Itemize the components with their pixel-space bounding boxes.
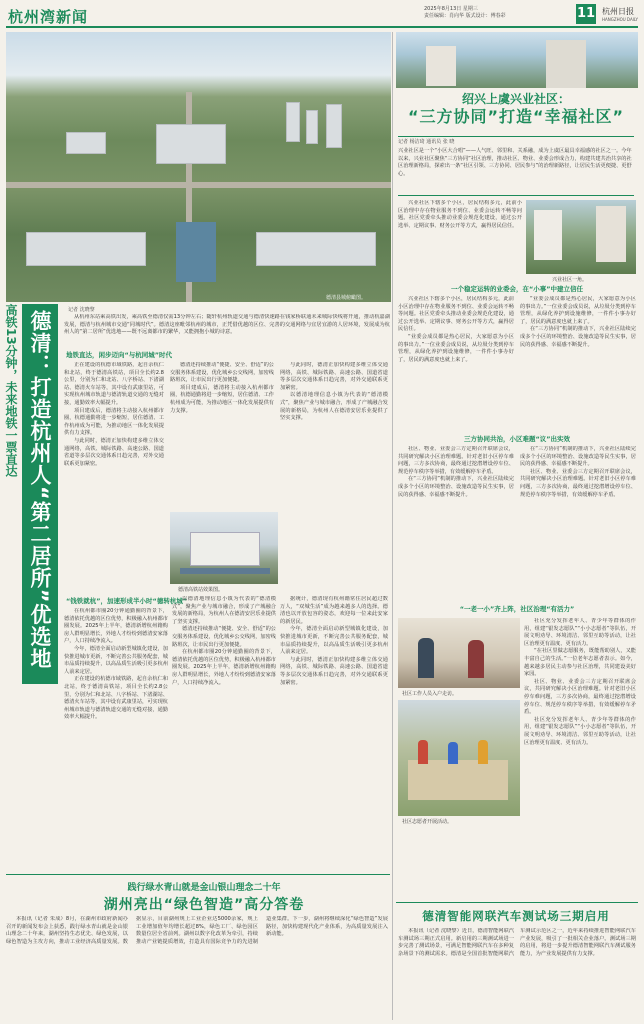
column-divider (392, 32, 393, 1020)
activity-photo (398, 700, 520, 816)
byline: 记者 沈晓黎 (68, 307, 95, 313)
text-column (170, 362, 274, 506)
paragraph: 今年，德清全面启动新型城镇化建设，加快推进城市更新，不断完善公共服务配套，城市品质持续提升，以高品质生活吸引更多杭州人前来定居。 (280, 626, 388, 656)
article-body (6, 916, 388, 1020)
divider (6, 874, 390, 875)
paragraph: “业委会成员都是热心居民，大家愿意为小区的事出力。”一位业委会成员说，从垃圾分类到停车管理，从绿化养护到设施维修，一件件小事办好了，居民的满意度也就上来了。 (520, 296, 636, 325)
article-kicker: 践行绿水青山就是金山银山理念二十年 (127, 883, 281, 893)
paper-name-en: HANGZHOU DAILY (602, 17, 638, 22)
section-heading: “一老一小”齐上阵，社区治理“有活力” (459, 605, 575, 613)
text-column (280, 362, 388, 506)
article-title-text: 德清：打造杭州人“第二居所”优选地 (28, 310, 52, 670)
photo-caption: 德清县城俯瞰图。 (326, 295, 367, 301)
date-line (424, 6, 506, 20)
paragraph: 兴业社区下辖多个小区，居民结构多元，此前小区治理中存在物业服务不到位、业委会运转不畅等问题。社区党委牵头推动业委会规范化建设，通过公开选举、定期议事、财务公开等方式，赢得居民信任。 (398, 296, 514, 333)
editor-text: 责任编辑：肖向华 版式设计：傅春彩 (424, 13, 506, 19)
paper-name: 杭州日报 (602, 7, 634, 16)
text-column (64, 362, 164, 590)
text-column (524, 618, 636, 898)
paragraph: 项目建成后，德清将主动接入杭州都市圈，杭德通勤将进一步缩短，居住德清、工作杭州成为可能，为推动地区一体化发展提供有力支撑。 (170, 384, 274, 414)
text-column (398, 446, 514, 596)
article-title: “三方协同”打造“幸福社区” (407, 107, 625, 126)
text-column (280, 596, 388, 870)
text-column (520, 446, 636, 596)
paragraph: 在杭州都市圈20分钟通勤圈的背景下，德清依托优越的区位优势，积极融入杭州都市圈发展。2025年上半年，德清新增杭州籍购房人群明显增长，外地人才纷纷到德清安家落户，人口持续净流入。 (172, 649, 276, 686)
article-title (22, 304, 58, 684)
paragraph: 据统计，德清现有杭州籍常住居民超过数万人，“双城生活”成为越来越多人的选择。德清也以开放包容的姿态，欢迎每一位来此安家的新居民。 (280, 596, 388, 625)
paragraph: 社区、物业、业委会三方定期召开联席会议，共同研究解决小区治理难题。针对老旧小区停车难问题，三方多次协商，最终通过挖潜增设停车位、规范停车秩序等举措，有效缓解停车矛盾。 (524, 678, 636, 716)
byline: 本报讯（记者 沈晓黎） (408, 928, 462, 934)
masthead (6, 4, 638, 28)
text-column (520, 296, 636, 424)
photo-caption: 兴业社区一角。 (552, 277, 588, 283)
section-heading: 一个稳定运转的业委会，在“小事”中建立信任 (450, 285, 584, 293)
section-heading: 三方协同共治，小区难题“议”出实效 (463, 435, 571, 443)
station-photo (170, 512, 278, 584)
article-body (398, 928, 636, 1020)
paragraph: “业委会成员都是热心居民，大家愿意为小区的事出力。”一位业委会成员说，从垃圾分类到停车管理，从绿化养护到设施维修，一件件小事办好了，居民的满意度也就上来了。 (398, 333, 514, 363)
paragraph: “在社区里做志愿服务，既能帮助别人，又能丰富自己的生活。”一位老年志愿者表示。如今，越来越多居民主动参与社区治理，共同建设美好家园。 (524, 648, 636, 678)
photo-caption: 社区工作人员入户走访。 (402, 691, 458, 697)
paragraph: 项目建成后，德清将主动接入杭州都市圈，杭德通勤将进一步缩短，居住德清、工作杭州成为可能，为推动地区一体化发展提供有力支撑。 (64, 407, 164, 437)
paragraph: 在杭州都市圈20分钟通勤圈的背景下，德清依托优越的区位优势，积极融入杭州都市圈发展。2025年上半年，德清新增杭州籍购房人群明显增长，外地人才纷纷到德清安家落户，人口持续净流入。 (64, 608, 168, 645)
paragraph: 正在建设的杭德市域铁路，起自余杭仁和北站，终于德清高铁站，项目全长约2.8公里，分别为仁和北站、八字桥站、下渚湖站、德清火车站等，其中设有武康里站，可实现杭州城市轨道与德清轨道交通的无缝对接，通勤效率大幅提升。 (64, 676, 168, 721)
paragraph: 近日，德清智能网联汽车测试场三期正式启用。新启用的三期测试场进一步完善了测试场景，可满足智能网联汽车在多种复杂场景下的测试需求。德清是全国首批智能网联汽车测试示范区之一，近年来持续推进智能网联汽车产业发展，吸引了一批相关企业落户。测试场三期的启用，将进一步提升德清智能网联汽车测试服务能力，为产业发展提供有力支撑。 (398, 928, 636, 957)
page-number: 11 (576, 4, 596, 24)
paragraph: 在“三方协同”机制的推动下，兴业社区陆续完成多个小区的环境整治、设施改造等民生实事，居民的获得感、幸福感不断提升。 (398, 476, 514, 498)
article-kicker: 绍兴上虞兴业社区： (461, 92, 570, 106)
paragraph: 以德清地理信息小镇为代表的“德清模式”，聚焦产业与城市融合，形成了产城融合发展的新格局，为杭州人在德清安居乐业提供了坚实支撑。 (172, 596, 276, 625)
text-column (398, 296, 514, 424)
divider (396, 902, 638, 903)
article-subtitle: 高铁13分钟，未来地铁一票直达 (4, 304, 18, 477)
date-text: 2025年8月13日 星期三 (424, 6, 478, 12)
intro-paragraph: 从杭州东站乘高铁出发，乘高铁至德清仅需13分钟左右；随轩杭州轨道交通与德清快速路在钱家桥联通未来城际快线将开通，推动杭嘉湖发展，德清与杭州城市交通“同城时代”。德清这座毗邻杭州的城市，正凭借优越的区位、完善的交通网络与宜居宜游的人居环境，发展成为杭州人的“第二居所”优选地——既不远离都市的繁华，又能拥抱小城的诗意。 (64, 314, 390, 336)
section-name: 杭州湾新闻 (8, 8, 89, 26)
lead-box (398, 136, 634, 196)
paragraph: 社区、物业、业委会三方定期召开联席会议，共同研究解决小区治理难题。针对老旧小区停车难问题，三方多次协商，最终通过挖潜增设停车位、规范停车秩序等举措，有效缓解停车矛盾。 (520, 468, 636, 498)
paragraph: 兴业社区下辖多个小区，居民结构多元，此前小区治理中存在物业服务不到位、业委会运转不畅等问题。社区党委牵头推动业委会规范化建设，通过公开选举、定期议事、财务公开等方式，赢得居民信任。 (398, 200, 522, 229)
paragraph: 以德清地理信息小镇为代表的“德清模式”，聚焦产业与城市融合，形成了产城融合发展的新格局，为杭州人在德清安居乐业提供了坚实支撑。 (280, 392, 388, 422)
paragraph: 在“三方协同”机制的推动下，兴业社区陆续完成多个小区的环境整治、设施改造等民生实事，居民的获得感、幸福感不断提升。 (520, 446, 636, 468)
section-heading: 地铁直达，闲步迈向“与杭同城”时代 (66, 351, 173, 359)
paragraph: 今年，德清全面启动新型城镇化建设，加快推进城市更新，不断完善公共服务配套，城市品质持续提升，以高品质生活吸引更多杭州人前来定居。 (64, 645, 168, 675)
community-photo (526, 200, 636, 274)
paragraph: 社区充分发挥老年人、青少年等群体的作用，组建“银发志愿队”“小小志愿者”等队伍，开展文明劝导、环境清洁、邻里互助等活动，让社区治理更有温度、更有活力。 (524, 618, 636, 647)
text-column (172, 596, 276, 870)
city-aerial-photo (6, 32, 391, 302)
section-heading: “钱铁就杭”，加速形成半小时“德转杭城” (66, 597, 188, 605)
paragraph: 在“三方协同”机制的推动下，兴业社区陆续完成多个小区的环境整治、设施改造等民生实事，居民的获得感、幸福感不断提升。 (520, 326, 636, 348)
paragraph: 德清还持续推动“便捷、安全、舒适”的公交服务体系建设，优化城乡公交线网，加密线路班次，让市民出行更加便捷。 (170, 362, 274, 384)
text-column (64, 608, 168, 870)
paragraph: 德清还持续推动“便捷、安全、舒适”的公交服务体系建设，优化城乡公交线网，加密线路班次，让市民出行更加便捷。 (172, 626, 276, 648)
photo-caption: 社区志愿者开展活动。 (402, 819, 453, 825)
lead-paragraph: 兴业社区是一个“小区大合唱”——人气旺、邻里和、关系融，成为上虞区最具幸福感的社区之一。今年以来，兴业社区聚焦“三方协同”社区治理，推动社区、物业、业委会形成合力，构建共建共治共享的社区治理新格局，探索出一条“社区引领、三方协同、居民参与”的治理新路径，让居民生活更便捷、更舒心。 (398, 148, 632, 177)
article-title: 湖州亮出“绿色智造”高分答卷 (103, 897, 305, 913)
byline: 记者 杨洁琦 通讯员 张 晓 (398, 139, 455, 145)
paragraph: 与此同时，德清正加快构建多维立体交通网络，高铁、城际铁路、高速公路、国道省道等多层次交通体系日趋完善，对外交通联系更加紧密。 (280, 656, 388, 686)
paragraph: 社区、物业、业委会三方定期召开联席会议，共同研究解决小区治理难题。针对老旧小区停车难问题，三方多次协商，最终通过挖潜增设停车位、规范停车秩序等举措，有效缓解停车矛盾。 (398, 446, 514, 475)
paragraph: 社区充分发挥老年人、青少年等群体的作用，组建“银发志愿队”“小小志愿者”等队伍，开展文明劝导、环境清洁、邻里互助等活动，让社区治理更有温度、更有活力。 (524, 716, 636, 746)
photo-caption: 德清高铁站效果图。 (178, 587, 224, 593)
volunteer-photo (398, 618, 520, 688)
article-intro (64, 314, 390, 346)
text-column (398, 200, 522, 260)
article-title: 德清智能网联汽车测试场三期启用 (422, 909, 610, 923)
paragraph: 与此同时，德清正加快构建多维立体交通网络，高铁、城际铁路、高速公路、国道省道等多层次交通体系日趋完善，对外交通联系更加紧密。 (64, 437, 164, 467)
paragraph: 与此同时，德清正加快构建多维立体交通网络，高铁、城际铁路、高速公路、国道省道等多层次交通体系日趋完善，对外交通联系更加紧密。 (280, 362, 388, 391)
byline: 本报讯（记者 朱成） (16, 916, 66, 922)
paragraph: 8月，在湖州市政府新闻办召开的新闻发布会上获悉，践行绿水青山就是金山银山理念二十年来，湖州坚持生态优先、绿色发展，以绿色智造为主攻方向，推动工业经济高质量发展。数据显示，目前湖州规上工业企业达5000余家，规上工业增加值年均增长超过8%，绿色工厂、绿色园区数量位居全省前列。湖州以数字化改革为牵引，持续推动产业链提质增效，打造具有国际竞争力的先进制造业集群。下一步，湖州将继续深化“绿色智造”发展路径，加快构建现代化产业体系，为高质量发展注入新动能。 (6, 916, 388, 945)
community-banner-photo (396, 32, 638, 88)
paragraph: 正在建设的杭德市域铁路，起自余杭仁和北站，终于德清高铁站，项目全长约2.8公里，分别为仁和北站、八字桥站、下渚湖站、德清火车站等，其中设有武康里站，可实现杭州城市轨道与德清轨道交通的无缝对接，通勤效率大幅提升。 (64, 362, 164, 406)
